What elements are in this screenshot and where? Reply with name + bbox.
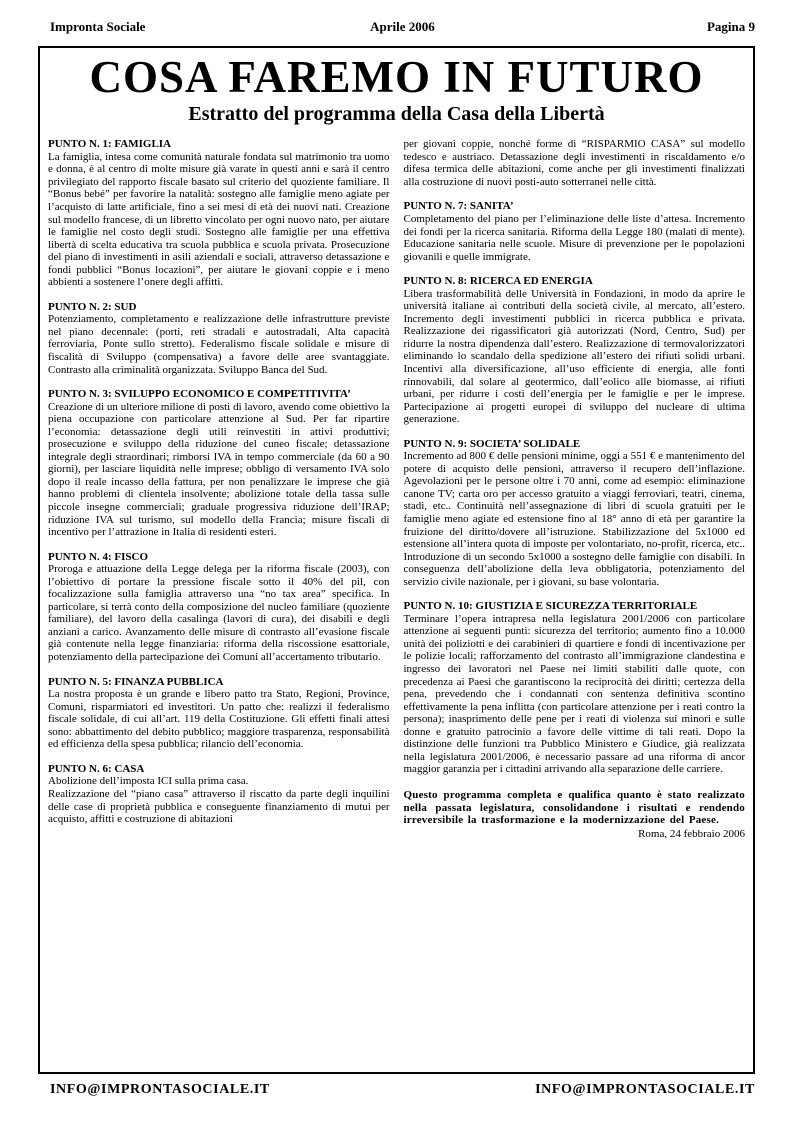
section-heading: PUNTO N. 1: FAMIGLIA <box>48 138 172 151</box>
section-punto-4-fisco <box>48 551 390 664</box>
section-paragraph: La famiglia, intesa come comunità naturale fondata sul matrimonio tra uomo e donna, è al centro di molte misure già varate in questi anni e sarà il centro privilegiato del rapporto fiscale basato sul criterio del quoziente familiare. Il “Bonus bebé” per favorire la natalità: sostegno alle famiglie meno agiate per l’acquisto di latte artificiale, fino a sei mesi di età dei nuovi nati. Creazione sul modello francese, di un libretto vincolato per ogni nuovo nato, per aiutare le famiglie nel costo degli studi. Sostegno alle famiglie per una effettiva libertà di scelta educativa tra scuola pubblica e scuola privata. Prosecuzione del piano di investimenti in asili aziendali e sociali, attraverso detassazione e fondi pubblici “Bonus locazioni”, per aiutare le giovani coppie e i meno abbienti a sostenere l’onere degli affitti. <box>48 150 390 289</box>
section-punto-8-ricerca-energia <box>404 275 746 426</box>
section-heading: PUNTO N. 10: GIUSTIZIA E SICUREZZA TERRITORIALE <box>403 600 698 613</box>
section-paragraph: La nostra proposta è un grande e libero patto tra Stato, Regioni, Province, Comuni, risparmiatori ed investitori. Un patto che: realizzi il federalismo fiscale solidale, di cui all’art. 119 della Costituzione. Gli effetti finali attesi sono: abbattimento del debito pubblico; maggiore trasparenza, responsabilità ed efficienza della spesa pubblica; rilancio dell’economia. <box>48 688 390 751</box>
publication-name: Impronta Sociale <box>50 19 146 34</box>
section-heading: PUNTO N. 5: FINANZA PUBBLICA <box>48 675 224 688</box>
section-punto-7-sanita <box>404 200 746 263</box>
continuation-paragraph: per giovani coppie, nonché forme di “RISPARMIO CASA” sul modello tedesco e austriaco. Detassazione degli investimenti in riscaldamento e/o difesa termica delle abitazioni, come anche per gli investimenti finalizzati alla costruzione di nuovi posti-auto sotterranei nelle città. <box>403 138 745 188</box>
section-punto-9-societa-solidale <box>404 438 746 589</box>
page-number: Pagina 9 <box>706 19 755 34</box>
section-punto-3-sviluppo-economico <box>48 388 390 539</box>
section-paragraph: Realizzazione del “piano casa” attraverso il riscatto da parte degli inquilini delle case di proprietà pubblica e conseguente finanziamento di mutui per acquisto, affitti e costruzione di abitazioni <box>48 787 390 826</box>
section-punto-6-casa <box>48 763 390 826</box>
right-column <box>404 138 746 840</box>
page-footer <box>50 1082 755 1098</box>
page-title: COSA FAREMO IN FUTURO <box>89 52 704 102</box>
two-column-layout <box>48 138 745 840</box>
closing-statement: Questo programma completa e qualifica quanto è stato realizzato nella passata legislatura, consolidandone i risultati e rendendo irreversibile la trasformazione e la modernizzazione del Paese. <box>403 788 745 827</box>
section-heading: PUNTO N. 7: SANITA’ <box>403 200 514 213</box>
section-paragraph: Proroga e attuazione della Legge delega per la riforma fiscale (2003), con l’obiettivo di portare la pressione fiscale sotto il 40% del pil, con focalizzazione sulla famiglia attraverso una “no tax area” specifica. In particolare, si terrà conto della composizione del nucleo familiare (quoziente familiare), del lavoro della casalinga (lavori di cura), dei disabili e degli anziani a carico. Avanzamento delle misure di contrasto all’evasione fiscale già contenute nella legge finanziaria: riforma della riscossione esattoriale, potenziamento della partecipazione dei Comuni all’accertamento tributario. <box>48 563 390 664</box>
page-header <box>0 0 793 34</box>
page-subtitle: Estratto del programma della Casa della Libertà <box>188 103 605 126</box>
section-heading: PUNTO N. 4: FISCO <box>48 550 149 563</box>
issue-date: Aprile 2006 <box>370 19 435 34</box>
section-heading: PUNTO N. 8: RICERCA ED ENERGIA <box>403 275 593 288</box>
footer-email-right: INFO@IMPRONTASOCIALE.IT <box>535 1082 755 1097</box>
section-paragraph: Creazione di un ulteriore milione di posti di lavoro, avendo come obiettivo la piena occupazione con particolare attenzione al Sud. Per far ripartire l’economia: detassazione degli utili reinvestiti in attivi produttivi; prosecuzione e sviluppo della riduzione del cuneo fiscale; detassazione integrale degli straordinari; rimborsi IVA in tempo commerciale (da 60 a 90 giorni), per lasciare liquidità nelle imprese; obbligo di versamento IVA solo dopo il reale incasso della fattura, per non penalizzare le imprese che già hanno problemi di clientela insolvente; abolizione totale della tassa sulle piccole insegne commerciali; graduale progressiva riduzione dell’IRAP; riduzione IVA sul turismo, sul modello della Francia; misure fiscali di incentivo per l’attrazione in Italia di residenti esteri. <box>48 400 390 539</box>
section-paragraph: Terminare l’opera intrapresa nella legislatura 2001/2006 con particolare attenzione ai seguenti punti: sicurezza del territorio; aumento fino a 10.000 unità dei poliziotti e dei carabinieri di quartiere e fondi di incentivazione per le polizie locali; rafforzamento del contrasto all’immigrazione clandestina e ingresso dei lavoratori nel Paese nei limiti stabiliti dalle quote, con precedenza ai Paesi che garantiscono la reciprocità dei diritti; certezza della pena, prevedendo che i condannati con sentenza definitiva scontino effettivamente la pena inflitta (con particolare attenzione per i reati contro la persona); inasprimento delle pene per i reati di violenza sui minori e sulle donne e gratuito patrocinio a favore delle vittime di tali reati. Dopo la distinzione delle funzioni tra Pubblico Ministero e Giudice, già realizzata nella legislatura 2001/2006, è necessario passare ad una riforma di ancor maggior garanzia per i cittadini arrivando alla separazione delle carriere. <box>403 612 745 776</box>
section-heading: PUNTO N. 2: SUD <box>48 300 137 313</box>
section-paragraph: Libera trasformabilità delle Università in Fondazioni, in modo da aprire le università italiane ai contributi della società civile, al mercato, all’estero. Incremento degli investimenti pubblici in ricerca pubblica e privata. Realizzazione dei rigassificatori già autorizzati (Nord, Centro, Sud) per ridurre la nostra dipendenza dall’estero. Realizzazione di termovalorizzatori eliminando lo scandalo della spedizione all’estero dei rifiuti solidi urbani. Incentivi alla diversificazione, all’uso efficiente di energia, alle fonti rinnovabili, dal solare al geotermico, dall’eolico alle biomasse, ai rifiuti urbani, per ridurre i costi dell’energia per le famiglie e per le imprese. Partecipazione ai progetti europei di sviluppo del nucleare di ultima generazione. <box>403 287 745 426</box>
section-heading: PUNTO N. 9: SOCIETA’ SOLIDALE <box>403 437 581 450</box>
section-paragraph: Completamento del piano per l’eliminazione delle liste d’attesa. Incremento dei fondi per la ricerca sanitaria. Riforma della Legge 180 (malati di mente). Educazione sanitaria nelle scuole. Misure di prevenzione per le popolazioni giovanili e quelle immigrate. <box>403 212 745 263</box>
section-heading: PUNTO N. 6: CASA <box>48 762 145 775</box>
section-heading: PUNTO N. 3: SVILUPPO ECONOMICO E COMPETITIVITA’ <box>48 388 351 401</box>
section-punto-1-famiglia <box>48 138 390 289</box>
section-paragraph: Incremento ad 800 € delle pensioni minime, oggi a 551 € e mantenimento del potere di acquisto delle pensioni, attraverso il recupero dell’inflazione. Agevolazioni per le persone oltre i 70 anni, come ad esempio: eliminazione canone TV; carta oro per accesso gratuito a viaggi ferroviari, teatri, cinema, stadi, etc.. Continuità nell’assegnazione di libri di scuola gratuiti per le famiglie meno agiate ed estensione fino al 18° anno di età per garantire la fruizione del diritto/dovere all’istruzione. Stabilizzazione del 5x1000 ed estensione all’intera quota di imposte per volontariato, no-profit, ricerca, etc.. Introduzione di un secondo 5x1000 a sostegno delle famiglie con disabili. In conseguenza dell’abolizione della leva obbligatoria, potenziamento del servizio civile nazionale, per i giovani, su base volontaria. <box>403 450 745 588</box>
content-box <box>38 46 755 1074</box>
section-paragraph: Abolizione dell’imposta ICI sulla prima casa. <box>48 775 249 788</box>
footer-email-left: INFO@IMPRONTASOCIALE.IT <box>50 1082 270 1097</box>
section-paragraph: Potenziamento, completamento e realizzazione delle infrastrutture previste nel piano decennale: (porti, reti stradali e autostradali, Alta capacità ferroviaria, Ponte sullo stretto). Federalismo fiscale solidale e misure di fiscalità di Sviluppo (compensativa) a favore delle aree svantaggiate. Contrasto alla criminalità organizzata. Sviluppo Banca del Sud. <box>48 313 390 376</box>
section-punto-2-sud <box>48 301 390 376</box>
dateline: Roma, 24 febbraio 2006 <box>638 827 745 840</box>
left-column <box>48 138 390 840</box>
section-punto-5-finanza-pubblica <box>48 676 390 751</box>
section-punto-10-giustizia-sicurezza <box>404 600 746 776</box>
